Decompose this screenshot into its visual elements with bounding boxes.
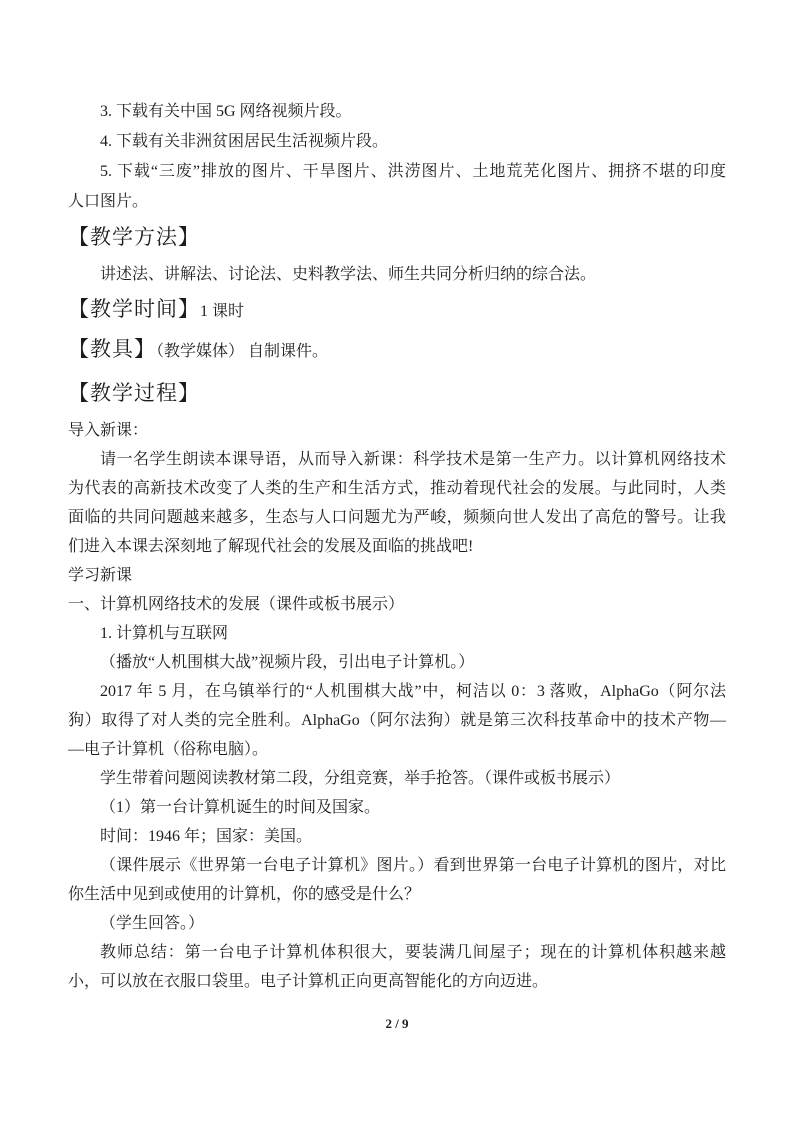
students-answer-note: （学生回答。） — [100, 915, 205, 932]
page-number-indicator: 2 / 9 — [385, 1016, 409, 1031]
question-1: （1）第一台计算机诞生的时间及国家。 — [100, 799, 381, 816]
reading-task: 学生带着问题阅读教材第二段，分组竞赛，举手抢答。（课件或板书展示） — [100, 770, 621, 787]
study-new-lesson-label: 学习新课 — [68, 567, 133, 584]
heading-teaching-process: 【教学过程】 — [68, 381, 200, 405]
prep-item-4: 4. 下载有关非洲贫困居民生活视频片段。 — [100, 133, 389, 150]
courseware-line-1: （课件展示《世界第一台电子计算机》图片。）看到世界第一台电子计算机的图片，对比 — [100, 857, 726, 874]
subsection1-title: 1. 计算机与互联网 — [100, 625, 229, 642]
alphago-line-1: 2017 年 5 月，在乌镇举行的“人机围棋大战”中，柯洁以 0：3 落败，AlphaGo（阿尔法 — [100, 683, 726, 700]
prep-item-5-line2: 人口图片。 — [68, 193, 149, 210]
intro-line-3: 面临的共同问题越来越多，生态与人口问题尤为严峻，频频向世人发出了高危的警号。让我 — [68, 509, 726, 526]
intro-line-4: 们进入本课去深刻地了解现代社会的发展及面临的挑战吧! — [68, 538, 474, 555]
intro-label: 导入新课： — [68, 422, 149, 439]
heading-teaching-time — [68, 293, 726, 328]
teaching-aids-heading-text: 【教具】 — [68, 337, 156, 361]
intro-line-2: 为代表的高新技术改变了人类的生产和生活方式，推动着现代社会的发展。与此同时，人类 — [68, 480, 726, 497]
document-body — [68, 0, 726, 996]
section1-title: 一、计算机网络技术的发展（课件或板书展示） — [68, 596, 405, 613]
play-video-note: （播放“人机围棋大战”视频片段，引出电子计算机。） — [100, 654, 475, 671]
heading-teaching-aids — [68, 333, 726, 368]
heading-teaching-method: 【教学方法】 — [68, 225, 200, 249]
prep-item-3: 3. 下载有关中国 5G 网络视频片段。 — [100, 103, 352, 120]
prep-item-5-line1: 5. 下载“三废”排放的图片、干旱图片、洪涝图片、土地荒芜化图片、拥挤不堪的印度 — [100, 163, 726, 180]
teacher-summary-line-2: 小，可以放在衣服口袋里。电子计算机正向更高智能化的方向迈进。 — [68, 973, 549, 990]
alphago-line-3: —电子计算机（俗称电脑）。 — [68, 741, 269, 758]
courseware-line-2: 你生活中见到或使用的计算机，你的感受是什么？ — [68, 886, 421, 903]
teaching-aids-value: （教学媒体） 自制课件。 — [156, 343, 329, 360]
alphago-line-2: 狗）取得了对人类的完全胜利。AlphaGo（阿尔法狗）就是第三次科技革命中的技术产物— — [68, 712, 726, 729]
teaching-time-heading-text: 【教学时间】 — [68, 297, 200, 321]
intro-line-1: 请一名学生朗读本课导语，从而导入新课：科学技术是第一生产力。以计算机网络技术 — [100, 451, 726, 468]
teaching-method-body: 讲述法、讲解法、讨论法、史料教学法、师生共同分析归纳的综合法。 — [100, 266, 597, 283]
teacher-summary-line-1: 教师总结：第一台电子计算机体积很大，要装满几间屋子；现在的计算机体积越来越 — [100, 944, 726, 961]
teaching-time-value: 1 课时 — [200, 303, 245, 320]
answer-1: 时间：1946 年；国家：美国。 — [100, 828, 313, 845]
